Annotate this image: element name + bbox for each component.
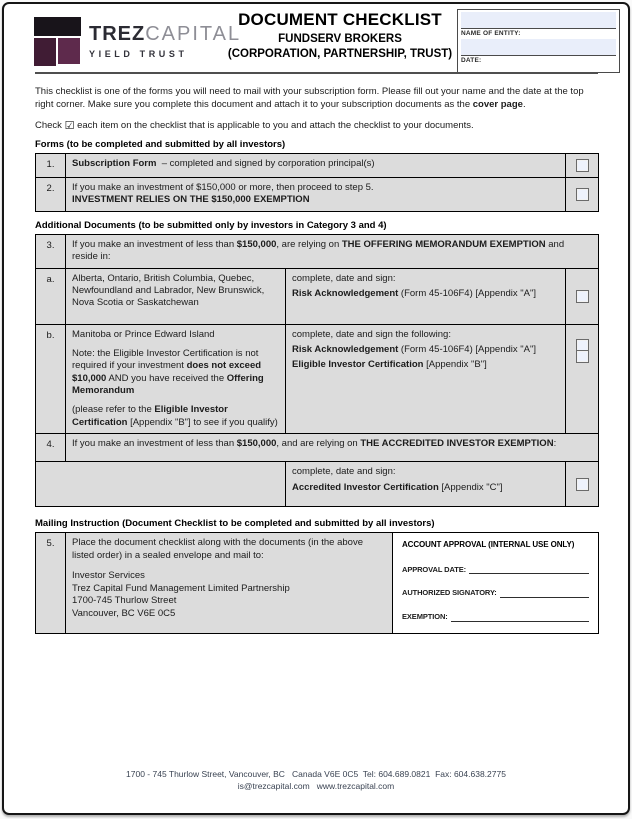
header-divider bbox=[35, 72, 598, 74]
table-row-accredited-investor bbox=[36, 434, 598, 462]
subscription-form-checkbox[interactable] bbox=[576, 159, 589, 172]
logo-yield-trust-text: YIELD TRUST bbox=[89, 49, 188, 59]
approval-date-row bbox=[402, 565, 589, 575]
row3-text: If you make an investment of less than bbox=[72, 239, 237, 251]
forms-section-heading: Forms (to be completed and submitted by all investors) bbox=[35, 139, 286, 151]
additional-docs-section-heading: Additional Documents (to be submitted only by investors in Category 3 and 4) bbox=[35, 220, 387, 232]
exemption-line bbox=[451, 613, 589, 622]
additional-docs-table bbox=[35, 234, 599, 507]
required-action bbox=[286, 269, 566, 324]
required-action bbox=[286, 325, 566, 433]
exemption-line2-bold: INVESTMENT RELIES ON THE $150,000 EXEMPTION bbox=[72, 194, 310, 206]
risk-ack-a-checkbox[interactable] bbox=[576, 290, 589, 303]
risk-ack-bold: Risk Acknowledgement bbox=[292, 344, 399, 356]
table-row-accredited-action bbox=[36, 462, 598, 506]
check-line-post: each item on the checklist that is applicable to you and attach the checklist to your documents. bbox=[74, 120, 474, 132]
date-label: DATE: bbox=[461, 57, 482, 64]
ref-text: [Appendix "B"] to see if you qualify) bbox=[127, 416, 278, 428]
checkbox-cell bbox=[566, 154, 598, 177]
required-action bbox=[286, 462, 566, 506]
note-amount-bold: does not exceed $10,000 bbox=[72, 360, 264, 384]
row-letter: b. bbox=[36, 325, 66, 433]
eligible-investor-reference bbox=[72, 404, 279, 429]
logo-block-plum-light bbox=[58, 38, 80, 64]
row4-text: If you make an investment of less than bbox=[72, 438, 237, 450]
accredited-cert-rest: [Appendix "C"] bbox=[438, 481, 503, 493]
empty-cell bbox=[36, 462, 286, 506]
table-row-subscription-form bbox=[36, 154, 598, 178]
checkbox-cell bbox=[566, 269, 598, 324]
subtitle-fundserv: FUNDSERV BROKERS bbox=[278, 33, 402, 45]
approval-title: ACCOUNT APPROVAL (INTERNAL USE ONLY) bbox=[402, 540, 575, 550]
page-title: DOCUMENT CHECKLIST bbox=[238, 10, 442, 29]
eligible-investor-note bbox=[72, 348, 279, 397]
check-instruction-line bbox=[35, 118, 599, 131]
address-line: Investor Services bbox=[72, 569, 145, 581]
mailing-instruction-text: Place the document checklist along with the documents (in the above listed order) in a sealed envelope and mail to: bbox=[72, 537, 366, 561]
logo-trez-text: TREZ bbox=[89, 23, 146, 45]
footer-address-line: 1700 - 745 Thurlow Street, Vancouver, BC Canada V6E 0C5 Tel: 604.689.0821 Fax: 604.638.2775 bbox=[126, 768, 506, 779]
subtitle-entity-types: (CORPORATION, PARTNERSHIP, TRUST) bbox=[227, 48, 453, 60]
row3-exemption-bold: THE OFFERING MEMORANDUM EXEMPTION bbox=[341, 239, 546, 251]
intro-paragraph bbox=[35, 86, 599, 111]
name-of-entity-label: NAME OF ENTITY: bbox=[461, 30, 521, 37]
logo-block-plum-dark bbox=[34, 38, 56, 66]
date-field[interactable] bbox=[461, 39, 616, 56]
row-letter: a. bbox=[36, 269, 66, 324]
intro-text: This checklist is one of the forms you will need to mail with your subscription form. Please fill out your name and the date at the top right corner. Make sure you complete this document and attach it to your subscription documents as the bbox=[35, 86, 587, 110]
row-description bbox=[66, 178, 566, 211]
address-line: Vancouver, BC V6E 0C5 bbox=[72, 608, 176, 620]
checked-box-icon: ☑ bbox=[64, 120, 75, 133]
row3-amount-bold: $150,000 bbox=[236, 239, 277, 251]
authorized-signatory-label: AUTHORIZED SIGNATORY: bbox=[402, 588, 497, 598]
risk-ack-rest: (Form 45-106F4) [Appendix "A"] bbox=[398, 344, 536, 356]
row-number: 5. bbox=[36, 533, 66, 633]
logo-block-black bbox=[34, 17, 81, 36]
mailing-address bbox=[72, 570, 386, 621]
intro-cover-page-bold: cover page bbox=[472, 98, 523, 110]
approval-date-label: APPROVAL DATE: bbox=[402, 564, 467, 574]
row-description bbox=[66, 434, 598, 461]
provinces-list: Alberta, Ontario, British Columbia, Quebec, Newfoundland and Labrador, New Brunswick, Nova Scotia or Saskatchewan bbox=[66, 269, 286, 324]
note-text: AND you have received the bbox=[106, 372, 227, 384]
account-approval-box bbox=[393, 533, 598, 633]
eligible-cert-bold: Eligible Investor Certification bbox=[292, 359, 424, 371]
trez-logo-icon bbox=[34, 17, 81, 66]
row-description bbox=[66, 235, 598, 268]
action-intro: complete, date and sign: bbox=[292, 272, 396, 284]
row4-text: : bbox=[553, 438, 557, 450]
document-line bbox=[292, 359, 559, 371]
intro-period: . bbox=[522, 98, 526, 110]
forms-table bbox=[35, 153, 599, 212]
accredited-investor-checkbox[interactable] bbox=[576, 478, 589, 491]
note-text: Note: the Eligible Investor Certification is not required if your investment bbox=[72, 348, 262, 372]
address-line: 1700-745 Thurlow Street bbox=[72, 595, 177, 607]
row3-text: , are relying on bbox=[276, 239, 342, 251]
page-footer bbox=[4, 768, 628, 794]
row4-amount-bold: $150,000 bbox=[236, 438, 277, 450]
approval-date-line bbox=[469, 565, 589, 574]
table-row-provinces-a bbox=[36, 269, 598, 325]
subscription-form-rest: – completed and signed by corporation principal(s) bbox=[156, 158, 375, 170]
row4-exemption-bold: THE ACCREDITED INVESTOR EXEMPTION bbox=[360, 438, 554, 450]
entity-info-box bbox=[457, 9, 620, 73]
risk-ack-rest: (Form 45-106F4) [Appendix "A"] bbox=[398, 288, 536, 300]
row-description bbox=[66, 154, 566, 177]
eligible-investor-checkbox[interactable] bbox=[576, 350, 589, 363]
name-of-entity-field[interactable] bbox=[461, 12, 616, 29]
document-page bbox=[2, 2, 630, 815]
table-row-offering-memorandum bbox=[36, 235, 598, 269]
checkbox-cell bbox=[566, 325, 598, 433]
row-number: 2. bbox=[36, 178, 66, 211]
authorized-signatory-row bbox=[402, 588, 589, 598]
page-header bbox=[4, 4, 628, 74]
checkbox-cell bbox=[566, 462, 598, 506]
exemption-row bbox=[402, 612, 589, 622]
action-intro: complete, date and sign: bbox=[292, 466, 396, 478]
provinces-and-note bbox=[66, 325, 286, 433]
footer-contact-line: is@trezcapital.com www.trezcapital.com bbox=[237, 781, 395, 792]
subscription-form-bold: Subscription Form bbox=[72, 158, 157, 170]
table-row-150k-exemption bbox=[36, 178, 598, 211]
provinces-list: Manitoba or Prince Edward Island bbox=[72, 328, 215, 340]
document-line bbox=[292, 288, 559, 300]
page-content bbox=[4, 86, 628, 634]
mailing-table bbox=[35, 532, 599, 634]
row-number: 3. bbox=[36, 235, 66, 268]
ref-cert-bold: Eligible Investor Certification bbox=[72, 404, 231, 428]
eligible-cert-rest: [Appendix "B"] bbox=[423, 359, 487, 371]
table-row-provinces-b bbox=[36, 325, 598, 434]
document-titles bbox=[209, 10, 471, 60]
checkbox-cell bbox=[566, 178, 598, 211]
exemption-line1: If you make an investment of $150,000 or more, then proceed to step 5. bbox=[72, 182, 374, 194]
row3-text: and reside in: bbox=[72, 239, 567, 263]
table-row-mailing bbox=[36, 533, 598, 633]
exemption-150k-checkbox[interactable] bbox=[576, 188, 589, 201]
note-om-bold: Offering Memorandum bbox=[72, 372, 267, 397]
action-intro: complete, date and sign the following: bbox=[292, 328, 451, 340]
address-line: Trez Capital Fund Management Limited Partnership bbox=[72, 582, 290, 594]
mailing-section-heading: Mailing Instruction (Document Checklist to be completed and submitted by all investors) bbox=[35, 518, 435, 530]
row4-text: , and are relying on bbox=[276, 438, 361, 450]
document-line bbox=[292, 344, 559, 356]
row-number: 4. bbox=[36, 434, 66, 461]
risk-ack-bold: Risk Acknowledgement bbox=[292, 288, 399, 300]
accredited-cert-bold: Accredited Investor Certification bbox=[292, 481, 439, 493]
ref-text: (please refer to the bbox=[72, 404, 155, 416]
logo-capital-text: CAPITAL bbox=[145, 23, 242, 45]
exemption-label: EXEMPTION: bbox=[402, 612, 448, 622]
document-line bbox=[292, 482, 559, 494]
check-line-pre: Check bbox=[35, 120, 65, 132]
row-number: 1. bbox=[36, 154, 66, 177]
authorized-signatory-line bbox=[500, 589, 589, 598]
mailing-instructions bbox=[66, 533, 393, 633]
checkbox-stack bbox=[576, 339, 589, 364]
